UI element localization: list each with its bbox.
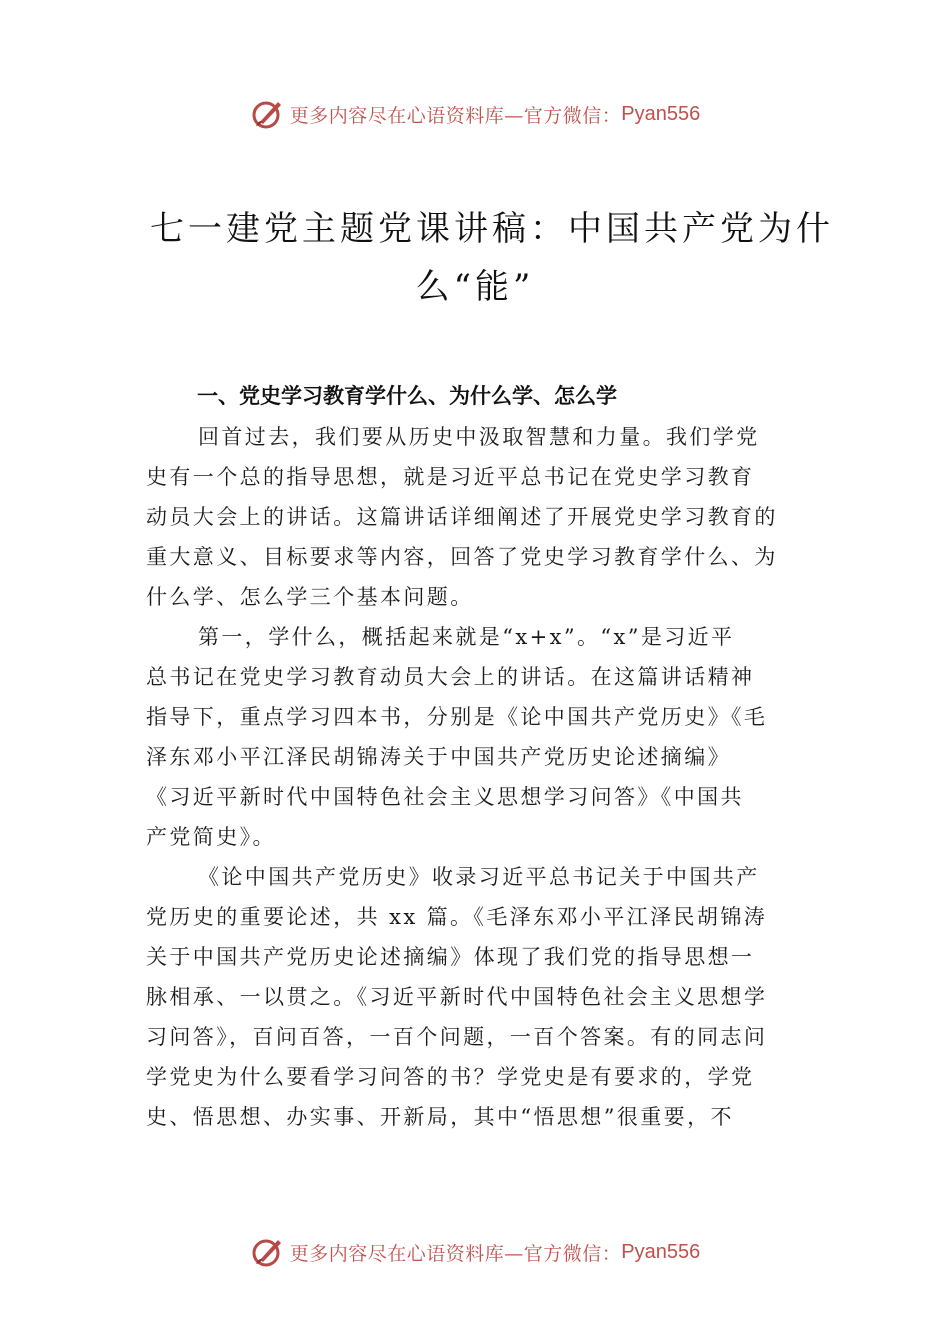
document-title-line-2: 么“能” xyxy=(415,267,535,307)
paragraph-line: 动员大会上的讲话。这篇讲话详细阐述了开展党史学习教育的 xyxy=(146,505,778,529)
paragraph-line: 习问答》，百问百答，一百个问题，一百个答案。有的同志问 xyxy=(146,1025,768,1049)
document-title-line-1: 七一建党主题党课讲稿：中国共产党为什 xyxy=(150,209,834,249)
paragraph-line: 指导下，重点学习四本书，分别是《论中国共产党历史》《毛 xyxy=(146,705,768,729)
paragraph-line: 回首过去，我们要从历史中汲取智慧和力量。我们学党 xyxy=(198,425,760,449)
watermark-banner-top xyxy=(0,94,950,134)
watermark-wechat-id: Pyan556 xyxy=(621,1240,701,1263)
paragraph-line: 党历史的重要论述，共 xx 篇。《毛泽东邓小平江泽民胡锦涛 xyxy=(146,905,768,929)
brush-logo-icon xyxy=(250,1234,286,1270)
brush-logo-icon xyxy=(250,96,286,132)
watermark-text: 更多内容尽在心语资料库—官方微信： xyxy=(289,1242,622,1265)
paragraph-line: 脉相承、一以贯之。《习近平新时代中国特色社会主义思想学 xyxy=(146,985,768,1009)
paragraph-line: 《论中国共产党历史》收录习近平总书记关于中国共产 xyxy=(198,865,760,889)
paragraph-line: 产党简史》。 xyxy=(146,825,276,849)
document-title xyxy=(150,200,834,316)
paragraph-line: 学党史为什么要看学习问答的书？学党史是有要求的，学党 xyxy=(146,1065,755,1089)
paragraph-line: 泽东邓小平江泽民胡锦涛关于中国共产党历史论述摘编》 xyxy=(146,745,731,769)
section-heading: 一、党史学习教育学什么、为什么学、怎么学 xyxy=(197,384,617,408)
paragraph-line: 《习近平新时代中国特色社会主义思想学习问答》《中国共 xyxy=(146,785,744,809)
paragraph-line: 第一，学什么，概括起来就是“x+x”。“x”是习近平 xyxy=(198,625,735,649)
paragraph-line: 总书记在党史学习教育动员大会上的讲话。在这篇讲话精神 xyxy=(146,665,755,689)
paragraph-line: 史、悟思想、办实事、开新局，其中“悟思想”很重要，不 xyxy=(146,1105,734,1129)
watermark-banner-bottom xyxy=(0,1232,950,1272)
paragraph-line: 关于中国共产党历史论述摘编》体现了我们党的指导思想一 xyxy=(146,945,755,969)
watermark-wechat-id: Pyan556 xyxy=(621,102,701,125)
paragraph-line: 重大意义、目标要求等内容，回答了党史学习教育学什么、为 xyxy=(146,545,778,569)
watermark-text: 更多内容尽在心语资料库—官方微信： xyxy=(289,104,622,127)
paragraph-line: 史有一个总的指导思想，就是习近平总书记在党史学习教育 xyxy=(146,465,755,489)
paragraph-line: 什么学、怎么学三个基本问题。 xyxy=(146,585,474,609)
